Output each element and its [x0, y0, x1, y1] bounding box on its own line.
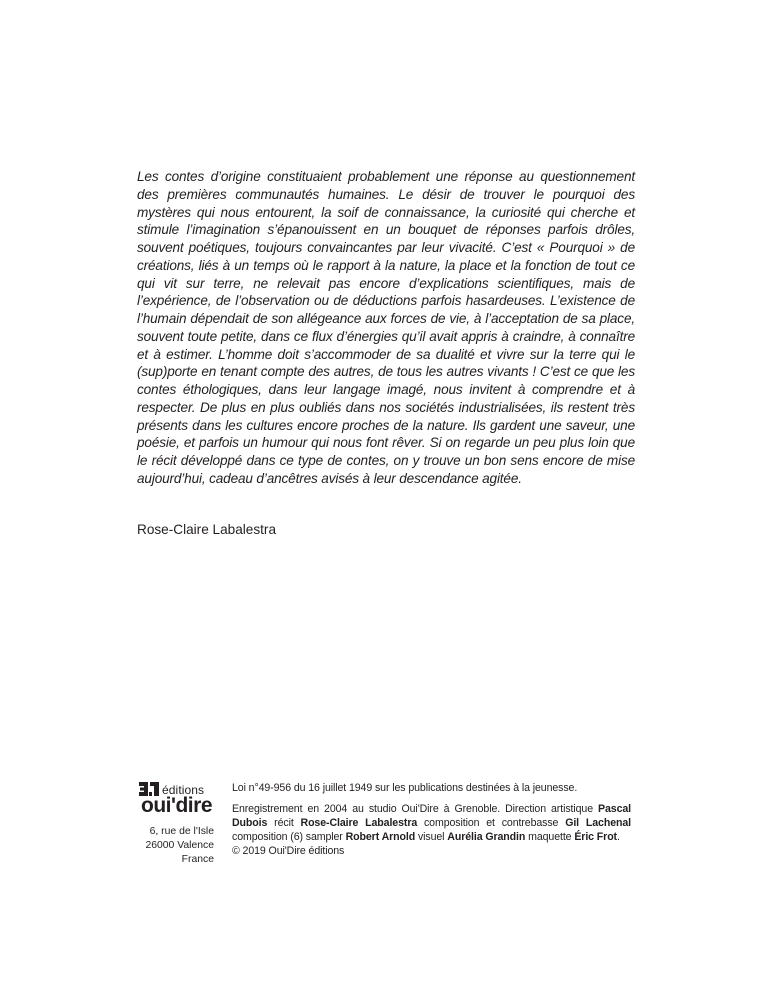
colophon [232, 781, 631, 858]
credit-name: Aurélia Grandin [447, 831, 526, 844]
publisher-logo [137, 781, 215, 819]
credits-text: maquette [525, 831, 575, 844]
author-signature: Rose-Claire Labalestra [137, 522, 277, 537]
address-city: 26000 Valence [145, 840, 214, 851]
credits-text: Enregistrement en 2004 au studio Oui'Dire à Grenoble. Direction artistique [232, 803, 599, 816]
logo-editions-word: éditions [162, 783, 205, 797]
credit-name: Rose-Claire Labalestra [300, 817, 418, 830]
credits-text: . [617, 831, 620, 844]
logo-ouidire-word: oui'dire [141, 794, 212, 817]
intro-paragraph: Les contes d’origine constituaient probablement une réponse au questionnement des premières communautés humaines. Le désir de trouver le pourquoi des mystères qui nous entourent, la soif de connaissance, la curiosité qui cherche et stimule l’imagination s’épanouissent en un bouquet de réponses parfois drôles, souvent poétiques, toujours convaincantes par leur vivacité. C’est « Pourquoi » de créations, liés à un temps où le rapport à la nature, la place et la fonction de tout ce qui vit sur terre, ne relevait pas encore d’explications scientifiques, mais de l’expérience, de l’observation ou de déductions parfois hasardeuses. L’existence de l’humain dépendait de son allégeance aux forces de vie, à l’acceptation de sa place, souvent toute petite, dans ce flux d’énergies qu’il avait appris à craindre, à connaître et à estimer. L’homme doit s’accommoder de sa dualité et vivre sur la terre qui le (sup)porte en tenant compte des autres, de tous les autres vivants ! C’est ce que les contes éthologiques, dans leur langage imagé, nous invitent à comprendre et à respecter. De plus en plus oubliés dans nos sociétés industrialisées, ils restent très présents dans les cultures encore proches de la nature. Ils gardent une saveur, une poésie, et parfois un humour qui nous font rêver. Si on regarde un peu plus loin que le récit développé dans ce type de contes, on y trouve un bon sens encore de mise aujourd’hui, cadeau d’ancêtres avisés à leur descendance agitée. [137, 169, 635, 486]
credits-text: composition et contrebasse [417, 817, 566, 830]
credit-name: Gil Lachenal [565, 817, 631, 830]
copyright: © 2019 Oui'Dire éditions [232, 845, 345, 858]
credits-text: récit [267, 817, 301, 830]
address-country: France [181, 854, 214, 865]
publisher-address [145, 825, 214, 867]
credit-name: Robert Arnold [345, 831, 416, 844]
credits [232, 802, 631, 844]
address-street: 6, rue de l'Isle [149, 826, 214, 837]
credits-text: composition (6) sampler [232, 831, 346, 844]
credit-name: Éric Frot [574, 831, 617, 844]
credits-text: visuel [415, 831, 448, 844]
law-notice: Loi n°49-956 du 16 juillet 1949 sur les publications destinées à la jeunesse. [232, 782, 578, 794]
credit-name: Pascal Dubois [232, 803, 631, 830]
